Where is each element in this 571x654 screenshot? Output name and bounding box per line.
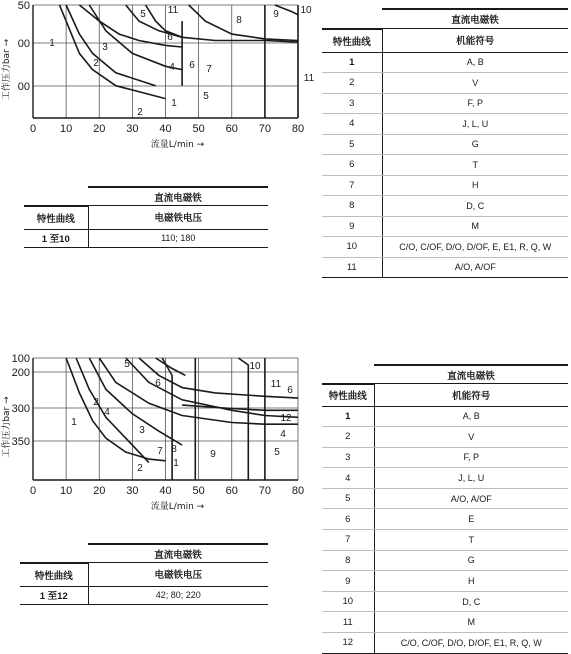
curve-number-cell: 6 bbox=[322, 155, 382, 176]
symbol-cell: F, P bbox=[374, 447, 568, 468]
symbol-cell: A/O, A/OF bbox=[374, 488, 568, 509]
series-line-3 bbox=[89, 358, 182, 445]
x-axis-title: 流量L/min → bbox=[150, 140, 205, 150]
table-row bbox=[322, 155, 568, 176]
curve-number-label: 2 bbox=[93, 397, 99, 408]
curve-number-cell: 10 bbox=[322, 237, 382, 258]
curve-number-label: 6 bbox=[287, 385, 293, 396]
bottom-chart-svg bbox=[0, 352, 320, 512]
voltage-cell: 110; 180 bbox=[88, 229, 268, 247]
curve-number-label: 1 bbox=[71, 417, 77, 428]
table-title: 直流电磁铁 bbox=[88, 544, 268, 563]
curve-number-label: 5 bbox=[140, 9, 146, 20]
x-tick-label: 30 bbox=[126, 123, 139, 135]
curve-number-label: 1 bbox=[171, 98, 177, 109]
table-row bbox=[322, 406, 568, 427]
table-row bbox=[322, 237, 568, 258]
curve-number-cell: 7 bbox=[322, 175, 382, 196]
table-row bbox=[322, 114, 568, 135]
curve-number-cell: 11 bbox=[322, 612, 374, 633]
x-tick-label: 0 bbox=[29, 123, 37, 135]
curve-number-cell: 8 bbox=[322, 196, 382, 217]
symbol-cell: G bbox=[374, 550, 568, 571]
symbol-cell: C/O, C/OF, D/O, D/OF, E, E1, R, Q, W bbox=[382, 237, 568, 258]
curve-number-cell: 6 bbox=[322, 509, 374, 530]
header-curve: 特性曲线 bbox=[20, 563, 88, 587]
symbol-cell: T bbox=[374, 530, 568, 551]
curve-number-label: 4 bbox=[280, 429, 286, 440]
table-row bbox=[322, 633, 568, 654]
curve-number-cell: 1 bbox=[322, 52, 382, 73]
curve-number-label: 6 bbox=[167, 32, 173, 43]
curve-cell: 1 至12 bbox=[20, 586, 88, 604]
x-axis-title: 流量L/min → bbox=[150, 502, 205, 512]
symbol-cell: A, B bbox=[382, 52, 568, 73]
x-tick-label: 50 bbox=[192, 485, 205, 497]
y-tick-label: 00 bbox=[17, 81, 30, 93]
header-voltage: 电磁铁电压 bbox=[88, 563, 268, 587]
x-tick-label: 10 bbox=[60, 485, 73, 497]
symbol-cell: T bbox=[382, 155, 568, 176]
curve-number-label: 7 bbox=[206, 64, 212, 75]
curve-number-cell: 7 bbox=[322, 530, 374, 551]
table-row bbox=[322, 591, 568, 612]
curve-number-cell: 5 bbox=[322, 488, 374, 509]
table-row bbox=[322, 509, 568, 530]
curve-number-label: 9 bbox=[210, 449, 216, 460]
y-tick-label: 300 bbox=[11, 403, 30, 415]
header-voltage: 电磁铁电压 bbox=[88, 206, 268, 230]
curve-number-cell: 5 bbox=[322, 134, 382, 155]
curve-number-cell: 3 bbox=[322, 447, 374, 468]
x-tick-label: 40 bbox=[159, 123, 172, 135]
curve-number-label: 11 bbox=[303, 73, 315, 84]
curve-number-cell: 2 bbox=[322, 73, 382, 94]
symbol-cell: A/O, A/OF bbox=[382, 257, 568, 278]
curve-number-label: 1 bbox=[173, 458, 179, 469]
table-row bbox=[322, 612, 568, 633]
header-curve: 特性曲线 bbox=[322, 29, 382, 53]
table-row bbox=[322, 257, 568, 278]
bottom-voltage-table bbox=[20, 543, 268, 605]
x-tick-label: 80 bbox=[291, 123, 305, 135]
symbol-cell: V bbox=[382, 73, 568, 94]
curve-number-cell: 4 bbox=[322, 114, 382, 135]
curve-number-cell: 2 bbox=[322, 427, 374, 448]
x-tick-label: 30 bbox=[126, 485, 139, 497]
table-row bbox=[322, 447, 568, 468]
table-title: 直流电磁铁 bbox=[374, 365, 568, 384]
symbol-cell: G bbox=[382, 134, 568, 155]
header-symbol: 机能符号 bbox=[374, 384, 568, 407]
x-tick-label: 60 bbox=[225, 123, 238, 135]
x-tick-label: 20 bbox=[93, 485, 106, 497]
top-symbol-table bbox=[322, 8, 568, 278]
series-line-1 bbox=[66, 358, 165, 461]
series-line-10 bbox=[238, 358, 248, 480]
x-tick-label: 20 bbox=[93, 123, 106, 135]
table-row bbox=[322, 52, 568, 73]
curve-number-label: 11 bbox=[270, 379, 282, 390]
curve-number-label: 9 bbox=[273, 9, 279, 20]
symbol-cell: M bbox=[382, 216, 568, 237]
curve-number-label: 5 bbox=[203, 91, 209, 102]
table-row bbox=[322, 134, 568, 155]
symbol-cell: J, L, U bbox=[374, 468, 568, 489]
symbol-cell: H bbox=[374, 571, 568, 592]
x-tick-label: 70 bbox=[258, 485, 271, 497]
table-row bbox=[322, 488, 568, 509]
curve-number-label: 3 bbox=[102, 42, 108, 53]
x-tick-label: 70 bbox=[258, 123, 271, 135]
symbol-cell: H bbox=[382, 175, 568, 196]
curve-number-label: 8 bbox=[171, 444, 177, 455]
curve-number-label: 6 bbox=[155, 378, 161, 389]
x-tick-label: 60 bbox=[225, 485, 238, 497]
curve-number-label: 10 bbox=[249, 361, 261, 372]
y-tick-label: 00 bbox=[17, 38, 30, 50]
curve-cell: 1 至10 bbox=[24, 229, 88, 247]
table-row bbox=[322, 216, 568, 237]
y-axis-title: 工作压力bar → bbox=[2, 396, 12, 458]
symbol-rows bbox=[322, 52, 568, 278]
curve-number-cell: 8 bbox=[322, 550, 374, 571]
curve-number-label: 12 bbox=[280, 413, 292, 424]
curve-number-cell: 10 bbox=[322, 591, 374, 612]
top-chart-svg bbox=[0, 0, 320, 160]
table-row bbox=[322, 468, 568, 489]
table-title: 直流电磁铁 bbox=[88, 187, 268, 206]
series-line-8 bbox=[189, 5, 298, 41]
curve-number-label: 6 bbox=[189, 60, 195, 71]
curve-number-label: 2 bbox=[93, 58, 99, 69]
curve-number-cell: 12 bbox=[322, 633, 374, 654]
series-line-7 bbox=[162, 358, 172, 480]
symbol-cell: C/O, C/OF, D/O, D/OF, E1, R, Q, W bbox=[374, 633, 568, 654]
symbol-cell: D, C bbox=[374, 591, 568, 612]
table-title: 直流电磁铁 bbox=[382, 9, 568, 29]
curve-number-cell: 3 bbox=[322, 93, 382, 114]
symbol-cell: J, L, U bbox=[382, 114, 568, 135]
curve-number-label: 4 bbox=[104, 407, 110, 418]
symbol-cell: V bbox=[374, 427, 568, 448]
symbol-cell: E bbox=[374, 509, 568, 530]
curve-number-cell: 9 bbox=[322, 216, 382, 237]
curve-number-label: 8 bbox=[236, 15, 242, 26]
curve-number-cell: 1 bbox=[322, 406, 374, 427]
x-tick-label: 0 bbox=[29, 485, 37, 497]
header-symbol: 机能符号 bbox=[382, 29, 568, 53]
symbol-cell: M bbox=[374, 612, 568, 633]
y-axis-title: 工作压力bar → bbox=[2, 38, 12, 101]
top-voltage-table bbox=[24, 186, 268, 248]
bottom-symbol-table bbox=[322, 364, 568, 654]
table-row bbox=[322, 196, 568, 217]
bottom-flow-pressure-chart bbox=[0, 352, 320, 516]
table-row bbox=[322, 93, 568, 114]
x-tick-label: 40 bbox=[159, 485, 172, 497]
y-tick-label: 200 bbox=[11, 367, 30, 379]
table-row bbox=[322, 550, 568, 571]
curve-number-label: 10 bbox=[300, 5, 312, 16]
curve-number-cell: 4 bbox=[322, 468, 374, 489]
symbol-cell: D, C bbox=[382, 196, 568, 217]
header-curve: 特性曲线 bbox=[24, 206, 88, 230]
y-tick-label: 50 bbox=[17, 0, 30, 12]
symbol-cell: A, B bbox=[374, 406, 568, 427]
curve-number-label: 5 bbox=[124, 359, 130, 370]
curve-number-label: 2 bbox=[137, 107, 143, 118]
table-row bbox=[322, 73, 568, 94]
top-flow-pressure-chart bbox=[0, 0, 320, 164]
symbol-rows bbox=[322, 406, 568, 653]
y-tick-label: 350 bbox=[11, 436, 30, 448]
curve-number-label: 1 bbox=[49, 38, 55, 49]
curve-number-cell: 11 bbox=[322, 257, 382, 278]
table-row bbox=[322, 427, 568, 448]
x-tick-label: 80 bbox=[291, 485, 305, 497]
x-tick-label: 50 bbox=[192, 123, 205, 135]
header-curve: 特性曲线 bbox=[322, 384, 374, 407]
curve-number-label: 7 bbox=[157, 446, 163, 457]
curve-number-label: 3 bbox=[139, 425, 145, 436]
table-row bbox=[322, 571, 568, 592]
voltage-cell: 42; 80; 220 bbox=[88, 586, 268, 604]
table-row bbox=[322, 530, 568, 551]
curve-number-label: 5 bbox=[274, 447, 280, 458]
x-tick-label: 10 bbox=[60, 123, 73, 135]
table-row bbox=[322, 175, 568, 196]
curve-number-cell: 9 bbox=[322, 571, 374, 592]
y-tick-label: 100 bbox=[11, 353, 30, 365]
curve-number-label: 2 bbox=[137, 463, 143, 474]
symbol-cell: F, P bbox=[382, 93, 568, 114]
curve-number-label: 4 bbox=[169, 62, 175, 73]
curve-number-label: 11 bbox=[167, 5, 179, 16]
